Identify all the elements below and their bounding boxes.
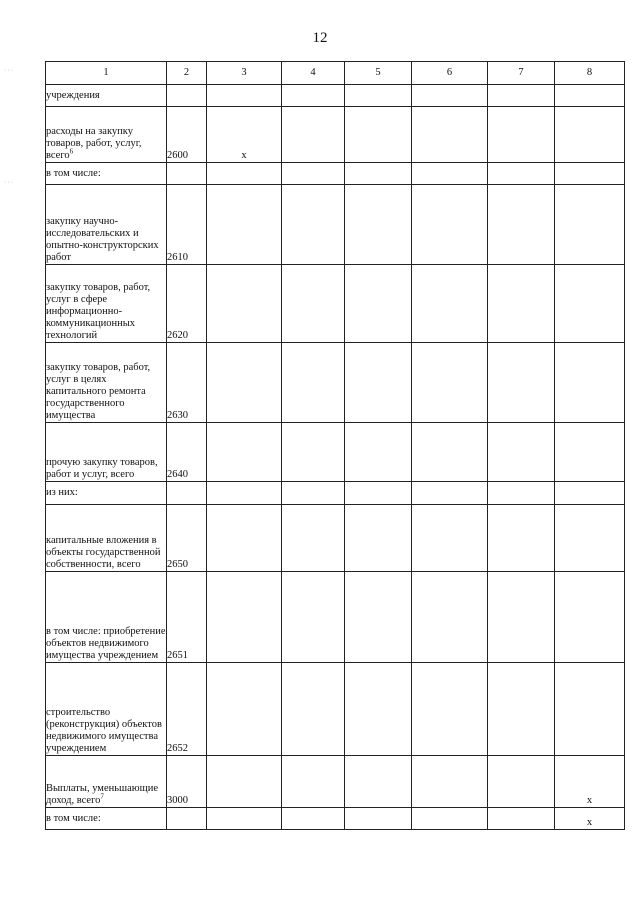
row-label <box>46 163 167 185</box>
cell-col6 <box>412 808 488 830</box>
row-label-text: в том числе: приобретение объектов недвижимого имущества учреждением <box>46 626 166 661</box>
cell-col8 <box>555 343 625 423</box>
row-code <box>167 482 207 505</box>
cell-col5 <box>345 85 412 107</box>
cell-col6 <box>412 343 488 423</box>
cell-col3 <box>207 265 282 343</box>
cell-col4 <box>282 756 345 808</box>
column-header: 8 <box>555 62 625 85</box>
cell-col6 <box>412 265 488 343</box>
table-row <box>46 343 625 423</box>
cell-col3 <box>207 505 282 572</box>
page-number: 12 <box>312 30 328 46</box>
cell-col7 <box>488 663 555 756</box>
cell-col6 <box>412 163 488 185</box>
cell-col4 <box>282 163 345 185</box>
table-row <box>46 756 625 808</box>
financial-table <box>45 61 625 830</box>
table-row <box>46 423 625 482</box>
cell-col5 <box>345 482 412 505</box>
cell-col4 <box>282 343 345 423</box>
cell-col4 <box>282 107 345 163</box>
cell-col6 <box>412 423 488 482</box>
table-row <box>46 107 625 163</box>
cell-col3 <box>207 343 282 423</box>
column-header: 1 <box>46 62 167 85</box>
table-row <box>46 185 625 265</box>
cell-col6 <box>412 572 488 663</box>
table-row <box>46 85 625 107</box>
cell-col8 <box>555 423 625 482</box>
cell-col5 <box>345 505 412 572</box>
cell-col5 <box>345 808 412 830</box>
cell-col6 <box>412 185 488 265</box>
cell-col7 <box>488 185 555 265</box>
cell-col4 <box>282 423 345 482</box>
row-code: 3000 <box>167 756 207 808</box>
footnote-marker: 6 <box>69 147 74 156</box>
cell-col7 <box>488 505 555 572</box>
row-label-text: расходы на закупку товаров, работ, услуг, всего <box>46 126 142 161</box>
cell-col5 <box>345 756 412 808</box>
cell-col3 <box>207 808 282 830</box>
row-code <box>167 808 207 830</box>
table-row <box>46 663 625 756</box>
cell-col7 <box>488 482 555 505</box>
table-body <box>46 85 625 830</box>
cell-col8 <box>555 482 625 505</box>
row-code: 2600 <box>167 107 207 163</box>
cell-col8 <box>555 505 625 572</box>
row-label-text: строительство (реконструкция) объектов недвижимого имущества учреждением <box>46 707 162 754</box>
cell-col4 <box>282 265 345 343</box>
cell-col8 <box>555 265 625 343</box>
cell-col6 <box>412 85 488 107</box>
cell-col7 <box>488 808 555 830</box>
table-row <box>46 505 625 572</box>
cell-col6 <box>412 756 488 808</box>
row-label <box>46 663 167 756</box>
cell-col5 <box>345 663 412 756</box>
cell-col3 <box>207 163 282 185</box>
table-row <box>46 482 625 505</box>
column-header: 3 <box>207 62 282 85</box>
cell-col5 <box>345 572 412 663</box>
cell-col6 <box>412 482 488 505</box>
cell-col8 <box>555 185 625 265</box>
row-label-text: прочую закупку товаров, работ и услуг, всего <box>46 457 158 480</box>
row-label <box>46 343 167 423</box>
row-label-text: Выплаты, уменьшающие доход, всего <box>46 783 158 806</box>
cell-col4 <box>282 572 345 663</box>
column-header: 4 <box>282 62 345 85</box>
footnote-marker: 7 <box>100 792 104 801</box>
cell-col4 <box>282 185 345 265</box>
row-label-text: закупку товаров, работ, услуг в целях капитального ремонта государственного имущества <box>46 362 151 421</box>
cell-col4 <box>282 85 345 107</box>
scan-artifact: · · · <box>4 180 13 186</box>
cell-col8 <box>555 572 625 663</box>
row-label <box>46 185 167 265</box>
row-code: 2652 <box>167 663 207 756</box>
row-label <box>46 572 167 663</box>
cell-col3 <box>207 482 282 505</box>
row-label-text: учреждения <box>46 89 100 101</box>
row-label <box>46 505 167 572</box>
cell-col7 <box>488 85 555 107</box>
cell-col5 <box>345 265 412 343</box>
row-label <box>46 756 167 808</box>
cell-col5 <box>345 343 412 423</box>
cell-col5 <box>345 163 412 185</box>
cell-col8 <box>555 663 625 756</box>
row-code <box>167 163 207 185</box>
table-row <box>46 163 625 185</box>
cell-col7 <box>488 423 555 482</box>
cell-col8: x <box>555 756 625 808</box>
cell-col4 <box>282 808 345 830</box>
cell-col4 <box>282 482 345 505</box>
row-code: 2610 <box>167 185 207 265</box>
row-label <box>46 265 167 343</box>
cell-col7 <box>488 343 555 423</box>
cell-col5 <box>345 423 412 482</box>
row-code: 2620 <box>167 265 207 343</box>
table-row <box>46 808 625 830</box>
row-label <box>46 482 167 505</box>
row-label-text: закупку научно-исследовательских и опытно-конструкторских работ <box>46 216 159 263</box>
row-code: 2630 <box>167 343 207 423</box>
column-header: 6 <box>412 62 488 85</box>
header-row <box>46 62 625 85</box>
cell-col8 <box>555 107 625 163</box>
row-code: 2650 <box>167 505 207 572</box>
cell-col7 <box>488 572 555 663</box>
cell-col3 <box>207 85 282 107</box>
row-code: 2640 <box>167 423 207 482</box>
column-header: 2 <box>167 62 207 85</box>
row-code <box>167 85 207 107</box>
row-label <box>46 107 167 163</box>
scan-artifact: · · · <box>4 68 13 74</box>
row-label <box>46 423 167 482</box>
column-header: 5 <box>345 62 412 85</box>
row-label <box>46 85 167 107</box>
cell-col3 <box>207 663 282 756</box>
row-label-text: капитальные вложения в объекты государственной собственности, всего <box>46 535 161 570</box>
cell-col7 <box>488 756 555 808</box>
row-label-text: в том числе: <box>46 167 101 179</box>
cell-col5 <box>345 107 412 163</box>
cell-col3 <box>207 756 282 808</box>
cell-col3 <box>207 185 282 265</box>
row-label-text: из них: <box>46 487 78 498</box>
cell-col7 <box>488 107 555 163</box>
cell-col6 <box>412 107 488 163</box>
row-code: 2651 <box>167 572 207 663</box>
cell-col3 <box>207 572 282 663</box>
cell-col7 <box>488 265 555 343</box>
cell-col8 <box>555 163 625 185</box>
row-label-text: в том числе: <box>46 812 101 824</box>
table-row <box>46 265 625 343</box>
column-header: 7 <box>488 62 555 85</box>
cell-col4 <box>282 663 345 756</box>
cell-col8 <box>555 85 625 107</box>
cell-col3: x <box>207 107 282 163</box>
cell-col3 <box>207 423 282 482</box>
cell-col6 <box>412 663 488 756</box>
row-label-text: закупку товаров, работ, услуг в сфере информационно-коммуникационных технологий <box>46 282 151 341</box>
cell-col4 <box>282 505 345 572</box>
cell-col6 <box>412 505 488 572</box>
row-label <box>46 808 167 830</box>
cell-col7 <box>488 163 555 185</box>
cell-col8: x <box>555 808 625 830</box>
table-row <box>46 572 625 663</box>
cell-col5 <box>345 185 412 265</box>
